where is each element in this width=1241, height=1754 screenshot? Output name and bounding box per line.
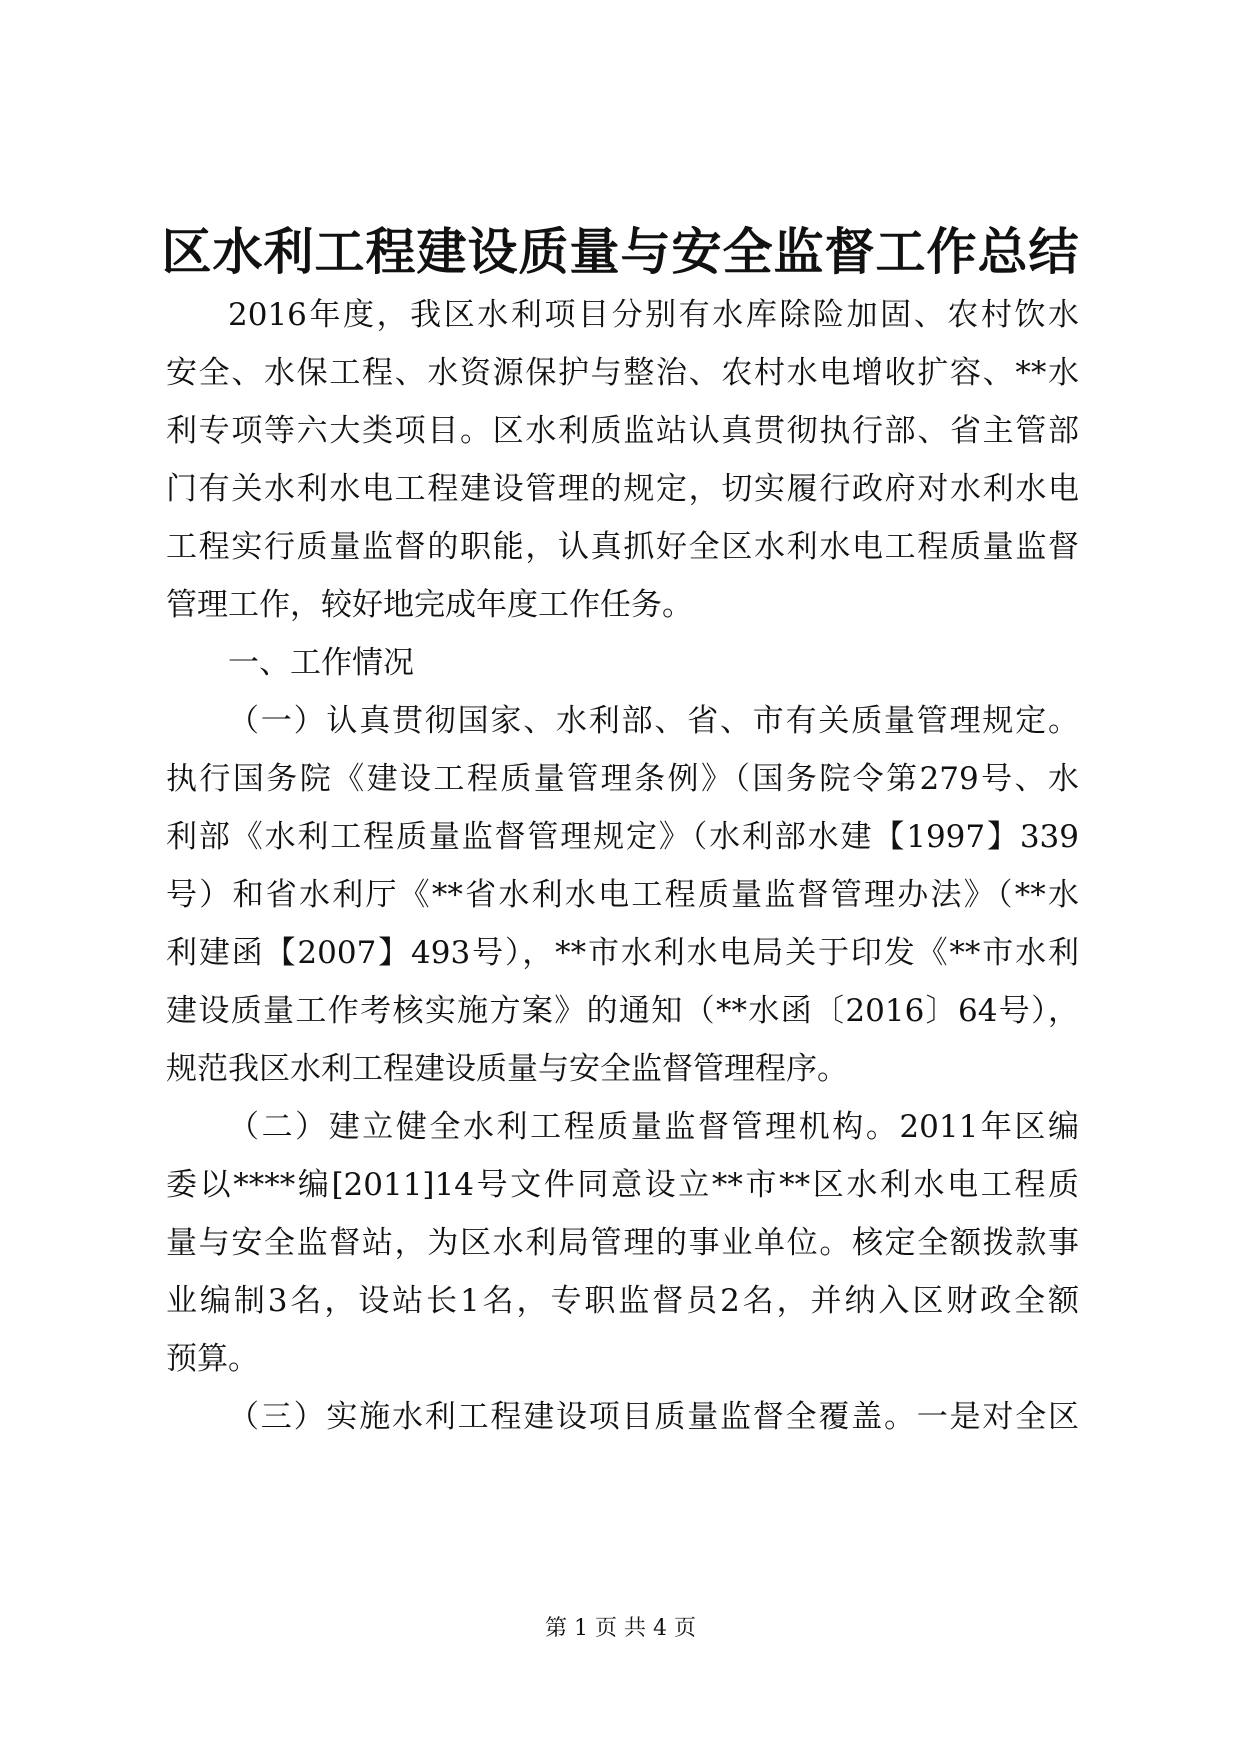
paragraph-line: （二）建立健全水利工程质量监督管理机构。2011年区编 [228, 1109, 1079, 1145]
section-heading: 一、工作情况 [228, 645, 414, 681]
paragraph-line: 安全、水保工程、水资源保护与整治、农村水电增收扩容、**水 [166, 355, 1079, 391]
paragraph-line: 号）和省水利厅《**省水利水电工程质量监督管理办法》（**水 [166, 877, 1079, 913]
page-number: 第 1 页 共 4 页 [545, 1616, 696, 1641]
paragraph-line: 工程实行质量监督的职能，认真抓好全区水利水电工程质量监督 [166, 529, 1079, 565]
paragraph-line: 业编制3名，设站长1名，专职监督员2名，并纳入区财政全额 [166, 1283, 1079, 1319]
paragraph-line: 利专项等六大类项目。区水利质监站认真贯彻执行部、省主管部 [166, 413, 1079, 449]
paragraph-line: （三）实施水利工程建设项目质量监督全覆盖。一是对全区 [228, 1399, 1079, 1435]
paragraph-line: 执行国务院《建设工程质量管理条例》（国务院令第279号、水 [166, 761, 1079, 797]
paragraph-line: 预算。 [166, 1341, 259, 1377]
paragraph-line: 规范我区水利工程建设质量与安全监督管理程序。 [166, 1051, 848, 1087]
paragraph-line: 利部《水利工程质量监督管理规定》（水利部水建【1997】339 [166, 819, 1079, 855]
paragraph-line: 利建函【2007】493号），**市水利水电局关于印发《**市水利 [166, 935, 1079, 971]
paragraph-line: 门有关水利水电工程建设管理的规定，切实履行政府对水利水电 [166, 471, 1079, 507]
paragraph-line: 管理工作，较好地完成年度工作任务。 [166, 587, 693, 623]
paragraph-line: 建设质量工作考核实施方案》的通知（**水函〔2016〕64号）， [166, 993, 1079, 1029]
document-title: 区水利工程建设质量与安全监督工作总结 [161, 222, 1080, 281]
paragraph-line: 2016年度，我区水利项目分别有水库除险加固、农村饮水 [228, 297, 1079, 333]
paragraph-line: 委以****编[2011]14号文件同意设立**市**区水利水电工程质 [166, 1167, 1079, 1203]
paragraph-line: 量与安全监督站，为区水利局管理的事业单位。核定全额拨款事 [166, 1225, 1079, 1261]
paragraph-line: （一）认真贯彻国家、水利部、省、市有关质量管理规定。 [228, 703, 1079, 739]
